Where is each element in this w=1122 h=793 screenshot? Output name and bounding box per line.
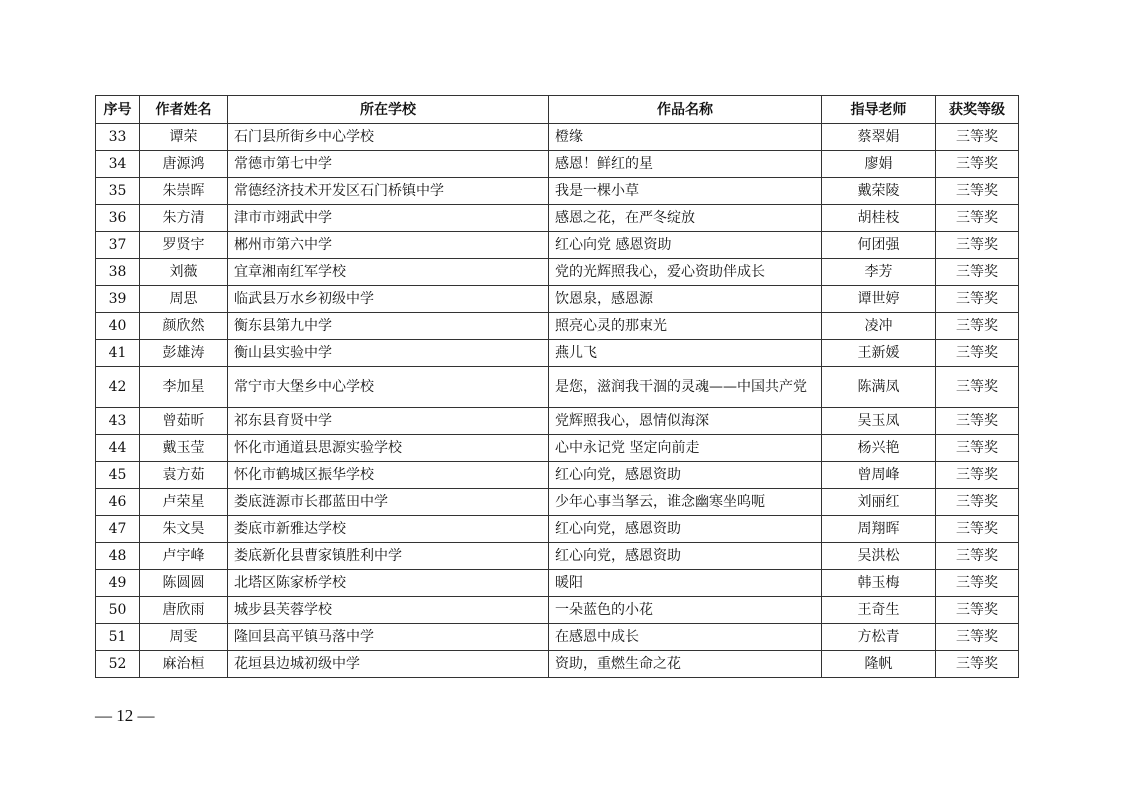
cell-author: 戴玉莹 [140, 435, 228, 462]
cell-index: 42 [96, 367, 140, 408]
cell-index: 46 [96, 489, 140, 516]
cell-work-title: 党辉照我心，恩情似海深 [549, 408, 822, 435]
cell-work-title: 我是一棵小草 [549, 178, 822, 205]
table-row [96, 259, 1019, 286]
cell-school: 娄底市新雅达学校 [228, 516, 549, 543]
cell-index: 40 [96, 313, 140, 340]
table-row [96, 205, 1019, 232]
header-teacher: 指导老师 [822, 96, 936, 124]
cell-author: 谭荣 [140, 124, 228, 151]
table-row [96, 570, 1019, 597]
cell-index: 44 [96, 435, 140, 462]
cell-work-title: 少年心事当拏云，谁念幽寒坐呜呃 [549, 489, 822, 516]
cell-author: 朱方清 [140, 205, 228, 232]
page-number: — 12 — [95, 706, 155, 725]
cell-author: 曾茹昕 [140, 408, 228, 435]
cell-school: 临武县万水乡初级中学 [228, 286, 549, 313]
header-work-title: 作品名称 [549, 96, 822, 124]
cell-work-title: 感恩！鲜红的星 [549, 151, 822, 178]
cell-index: 48 [96, 543, 140, 570]
cell-author: 朱崇晖 [140, 178, 228, 205]
cell-work-title: 红心向党，感恩资助 [549, 516, 822, 543]
cell-teacher: 廖娟 [822, 151, 936, 178]
cell-award-level: 三等奖 [936, 462, 1019, 489]
cell-work-title: 暖阳 [549, 570, 822, 597]
cell-author: 周思 [140, 286, 228, 313]
cell-teacher: 杨兴艳 [822, 435, 936, 462]
cell-award-level: 三等奖 [936, 651, 1019, 678]
header-index: 序号 [96, 96, 140, 124]
cell-award-level: 三等奖 [936, 435, 1019, 462]
cell-teacher: 方松青 [822, 624, 936, 651]
cell-award-level: 三等奖 [936, 570, 1019, 597]
cell-school: 衡东县第九中学 [228, 313, 549, 340]
cell-award-level: 三等奖 [936, 124, 1019, 151]
cell-author: 颜欣然 [140, 313, 228, 340]
table-row [96, 340, 1019, 367]
cell-index: 36 [96, 205, 140, 232]
cell-school: 常德经济技术开发区石门桥镇中学 [228, 178, 549, 205]
cell-work-title: 饮恩泉，感恩源 [549, 286, 822, 313]
cell-index: 39 [96, 286, 140, 313]
cell-work-title: 是您，滋润我干涸的灵魂——中国共产党 [549, 367, 822, 408]
cell-index: 52 [96, 651, 140, 678]
table-row [96, 435, 1019, 462]
cell-index: 34 [96, 151, 140, 178]
cell-work-title: 照亮心灵的那束光 [549, 313, 822, 340]
cell-teacher: 李芳 [822, 259, 936, 286]
cell-teacher: 曾周峰 [822, 462, 936, 489]
table-row [96, 286, 1019, 313]
cell-school: 石门县所街乡中心学校 [228, 124, 549, 151]
cell-teacher: 刘丽红 [822, 489, 936, 516]
table-row [96, 516, 1019, 543]
cell-award-level: 三等奖 [936, 624, 1019, 651]
cell-author: 唐欣雨 [140, 597, 228, 624]
cell-work-title: 红心向党，感恩资助 [549, 462, 822, 489]
cell-school: 娄底新化县曹家镇胜利中学 [228, 543, 549, 570]
table-row [96, 624, 1019, 651]
cell-author: 刘薇 [140, 259, 228, 286]
cell-author: 卢荣星 [140, 489, 228, 516]
cell-work-title: 在感恩中成长 [549, 624, 822, 651]
cell-award-level: 三等奖 [936, 259, 1019, 286]
cell-school: 怀化市通道县思源实验学校 [228, 435, 549, 462]
cell-author: 罗贤宇 [140, 232, 228, 259]
cell-school: 怀化市鹤城区振华学校 [228, 462, 549, 489]
cell-work-title: 橙缘 [549, 124, 822, 151]
cell-index: 43 [96, 408, 140, 435]
table-header-row [96, 96, 1019, 124]
cell-school: 郴州市第六中学 [228, 232, 549, 259]
cell-teacher: 吴玉凤 [822, 408, 936, 435]
cell-index: 51 [96, 624, 140, 651]
cell-work-title: 一朵蓝色的小花 [549, 597, 822, 624]
table-row [96, 151, 1019, 178]
table-row [96, 462, 1019, 489]
cell-index: 45 [96, 462, 140, 489]
cell-teacher: 周翔晖 [822, 516, 936, 543]
cell-work-title: 心中永记党 坚定向前走 [549, 435, 822, 462]
cell-author: 朱文昊 [140, 516, 228, 543]
cell-school: 城步县芙蓉学校 [228, 597, 549, 624]
cell-school: 花垣县边城初级中学 [228, 651, 549, 678]
cell-author: 周雯 [140, 624, 228, 651]
cell-award-level: 三等奖 [936, 516, 1019, 543]
cell-teacher: 隆帆 [822, 651, 936, 678]
cell-teacher: 何团强 [822, 232, 936, 259]
cell-teacher: 谭世婷 [822, 286, 936, 313]
cell-school: 祁东县育贤中学 [228, 408, 549, 435]
cell-award-level: 三等奖 [936, 286, 1019, 313]
cell-award-level: 三等奖 [936, 489, 1019, 516]
cell-work-title: 资助，重燃生命之花 [549, 651, 822, 678]
cell-work-title: 红心向党，感恩资助 [549, 543, 822, 570]
cell-index: 37 [96, 232, 140, 259]
cell-teacher: 戴荣陵 [822, 178, 936, 205]
cell-teacher: 陈满凤 [822, 367, 936, 408]
cell-teacher: 王奇生 [822, 597, 936, 624]
table-row [96, 367, 1019, 408]
table-row [96, 543, 1019, 570]
cell-author: 陈圆圆 [140, 570, 228, 597]
cell-award-level: 三等奖 [936, 178, 1019, 205]
header-award-level: 获奖等级 [936, 96, 1019, 124]
cell-author: 李加星 [140, 367, 228, 408]
table-row [96, 408, 1019, 435]
cell-school: 宜章湘南红军学校 [228, 259, 549, 286]
cell-index: 47 [96, 516, 140, 543]
table-row [96, 651, 1019, 678]
cell-school: 隆回县高平镇马落中学 [228, 624, 549, 651]
cell-index: 50 [96, 597, 140, 624]
table-row [96, 178, 1019, 205]
cell-author: 彭雄涛 [140, 340, 228, 367]
cell-award-level: 三等奖 [936, 597, 1019, 624]
table-body [96, 124, 1019, 678]
cell-teacher: 胡桂枝 [822, 205, 936, 232]
cell-award-level: 三等奖 [936, 232, 1019, 259]
cell-school: 娄底涟源市长郡蓝田中学 [228, 489, 549, 516]
cell-teacher: 王新媛 [822, 340, 936, 367]
cell-teacher: 吴洪松 [822, 543, 936, 570]
cell-award-level: 三等奖 [936, 367, 1019, 408]
cell-school: 常德市第七中学 [228, 151, 549, 178]
cell-award-level: 三等奖 [936, 151, 1019, 178]
cell-teacher: 韩玉梅 [822, 570, 936, 597]
cell-index: 35 [96, 178, 140, 205]
cell-index: 33 [96, 124, 140, 151]
cell-work-title: 燕儿飞 [549, 340, 822, 367]
cell-award-level: 三等奖 [936, 408, 1019, 435]
cell-index: 41 [96, 340, 140, 367]
cell-index: 38 [96, 259, 140, 286]
table-row [96, 597, 1019, 624]
cell-teacher: 蔡翠娟 [822, 124, 936, 151]
table-row [96, 124, 1019, 151]
cell-index: 49 [96, 570, 140, 597]
cell-award-level: 三等奖 [936, 313, 1019, 340]
cell-school: 衡山县实验中学 [228, 340, 549, 367]
cell-teacher: 凌冲 [822, 313, 936, 340]
cell-award-level: 三等奖 [936, 205, 1019, 232]
table-row [96, 489, 1019, 516]
header-school: 所在学校 [228, 96, 549, 124]
cell-award-level: 三等奖 [936, 340, 1019, 367]
cell-author: 卢宇峰 [140, 543, 228, 570]
award-table [95, 95, 1019, 678]
cell-school: 常宁市大堡乡中心学校 [228, 367, 549, 408]
cell-school: 津市市翊武中学 [228, 205, 549, 232]
cell-work-title: 感恩之花，在严冬绽放 [549, 205, 822, 232]
cell-author: 唐源鸿 [140, 151, 228, 178]
cell-work-title: 党的光辉照我心，爱心资助伴成长 [549, 259, 822, 286]
table-row [96, 232, 1019, 259]
cell-work-title: 红心向党 感恩资助 [549, 232, 822, 259]
cell-author: 袁方茹 [140, 462, 228, 489]
cell-author: 麻治桓 [140, 651, 228, 678]
cell-award-level: 三等奖 [936, 543, 1019, 570]
cell-school: 北塔区陈家桥学校 [228, 570, 549, 597]
table-row [96, 313, 1019, 340]
header-author: 作者姓名 [140, 96, 228, 124]
